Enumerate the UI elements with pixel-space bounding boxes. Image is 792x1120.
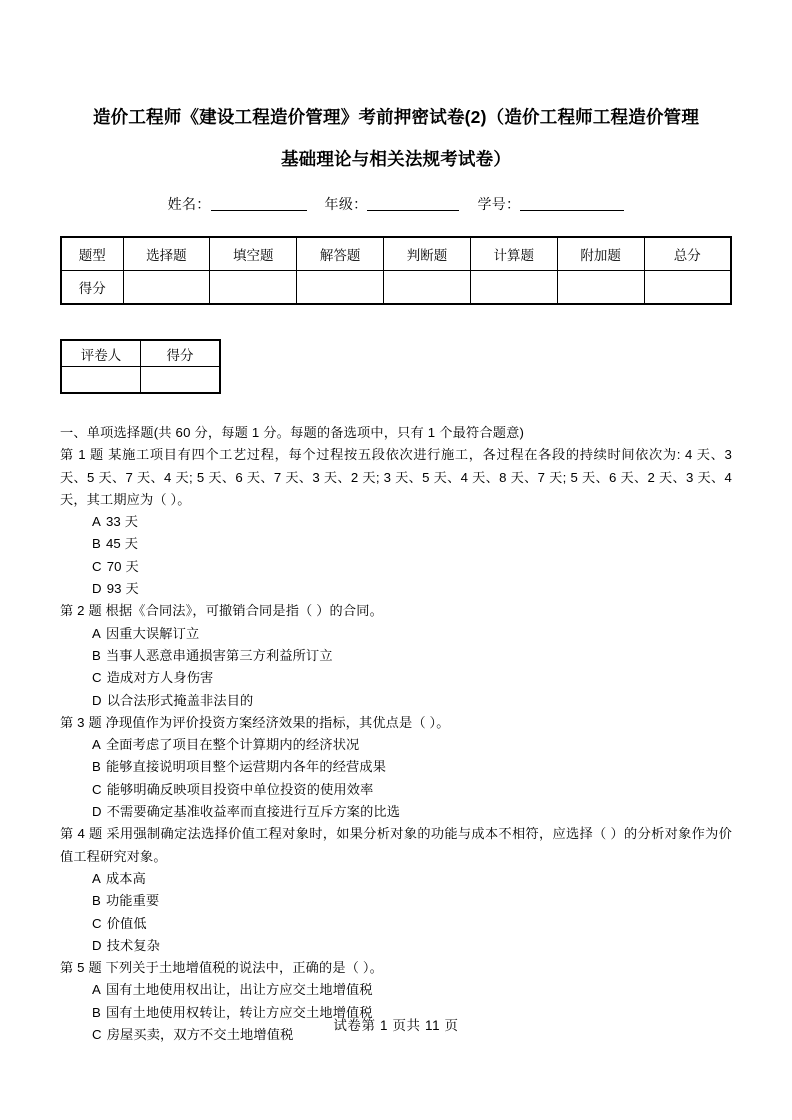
grader-table [60, 339, 221, 394]
list-item[interactable] [60, 511, 732, 533]
page-title-line-1: 造价工程师《建设工程造价管理》考前押密试卷(2)（造价工程师工程造价管理 [92, 107, 700, 127]
option-text: 能够直接说明项目整个运营期内各年的经营成果 [105, 759, 387, 775]
option-text: 当事人恶意串通损害第三方利益所订立 [105, 647, 333, 663]
option-letter: A [92, 514, 101, 530]
score-row-label: 得分 [61, 271, 123, 305]
score-header-cell: 解答题 [297, 237, 384, 271]
option-letter: A [92, 982, 101, 998]
option-text: 45 天 [105, 536, 139, 552]
option-text: 能够明确反映项目投资中单位投资的使用效率 [106, 781, 374, 797]
option-letter: A [92, 737, 101, 753]
table-row-header [61, 237, 731, 271]
score-value-cell[interactable] [470, 271, 557, 305]
score-value-cell[interactable] [557, 271, 644, 305]
option-list [60, 979, 732, 1046]
option-text: 全面考虑了项目在整个计算期内的经济状况 [105, 737, 360, 753]
score-header-cell: 附加题 [557, 237, 644, 271]
option-letter: D [92, 937, 102, 953]
option-text: 价值低 [106, 915, 147, 931]
option-text: 以合法形式掩盖非法目的 [106, 692, 254, 708]
list-item[interactable] [60, 578, 732, 600]
score-header-cell: 题型 [61, 237, 123, 271]
grader-header-cell: 得分 [141, 340, 221, 367]
option-text: 房屋买卖，双方不交土地增值税 [106, 1027, 294, 1043]
score-header-cell: 总分 [644, 237, 731, 271]
option-letter: A [92, 625, 101, 641]
score-header-cell: 判断题 [384, 237, 471, 271]
grader-value-cell[interactable] [61, 367, 141, 394]
page-title [60, 0, 732, 180]
option-text: 功能重要 [105, 893, 160, 909]
page-footer: 试卷第 1 页共 11 页 [333, 1018, 459, 1033]
option-text: 成本高 [105, 870, 146, 886]
table-row-entry [61, 367, 220, 394]
list-item[interactable] [60, 890, 732, 912]
score-header-cell: 填空题 [210, 237, 297, 271]
option-list [60, 734, 732, 823]
list-item[interactable] [60, 935, 732, 957]
option-letter: C [92, 915, 102, 931]
option-text: 不需要确定基准收益率而直接进行互斥方案的比选 [106, 804, 401, 820]
list-item[interactable] [60, 913, 732, 935]
list-item[interactable] [60, 690, 732, 712]
student-grade-label: 年级： [324, 196, 368, 212]
question-text: 第 4 题 采用强制确定法选择价值工程对象时，如果分析对象的功能与成本不相符，应选择（ ）的分析对象作为价值工程研究对象。 [60, 826, 732, 864]
option-letter: B [92, 893, 101, 909]
student-id-field [477, 196, 624, 212]
question-text: 第 2 题 根据《合同法》，可撤销合同是指（ ）的合同。 [60, 603, 383, 619]
question-text: 第 3 题 净现值作为评价投资方案经济效果的指标，其优点是（ ）。 [60, 714, 450, 730]
option-letter: A [92, 870, 101, 886]
question-block-4 [60, 823, 732, 957]
score-value-cell[interactable] [384, 271, 471, 305]
option-letter: B [92, 536, 101, 552]
section-heading: 一、单项选择题(共 60 分，每题 1 分。每题的备选项中，只有 1 个最符合题意) [60, 425, 525, 440]
option-text: 技术复杂 [106, 937, 161, 953]
student-grade-blank[interactable] [367, 210, 459, 211]
list-item[interactable] [60, 556, 732, 578]
table-row-score [61, 271, 731, 305]
option-text: 93 天 [106, 581, 139, 597]
question-block-2 [60, 600, 732, 711]
list-item[interactable] [60, 623, 732, 645]
grader-header-cell: 评卷人 [61, 340, 141, 367]
student-name-blank[interactable] [211, 210, 307, 211]
student-name-field [168, 196, 307, 212]
student-name-label: 姓名： [167, 196, 211, 212]
question-block-1 [60, 444, 732, 600]
student-grade-field [325, 196, 460, 212]
score-value-cell[interactable] [297, 271, 384, 305]
list-item[interactable] [60, 779, 732, 801]
option-text: 70 天 [106, 558, 139, 574]
score-value-cell[interactable] [210, 271, 297, 305]
option-letter: D [92, 581, 102, 597]
option-list [60, 623, 732, 712]
score-value-cell[interactable] [123, 271, 210, 305]
option-letter: B [92, 759, 101, 775]
score-header-cell: 选择题 [123, 237, 210, 271]
list-item[interactable] [60, 756, 732, 778]
option-letter: D [92, 804, 102, 820]
exam-body [60, 422, 732, 1046]
list-item[interactable] [60, 533, 732, 555]
list-item[interactable] [60, 801, 732, 823]
table-row-header [61, 340, 220, 367]
option-list [60, 868, 732, 957]
list-item[interactable] [60, 645, 732, 667]
question-text: 第 1 题 某施工项目有四个工艺过程，每个过程按五段依次进行施工，各过程在各段的持续时间依次为: 4 天、3 天、5 天、7 天、4 天; 5 天、6 天、7 天、3 天、2 天; 3 天、5 天、4 天、8 天、7 天; 5 天、6 天、2 天、3 天、4 天，其工期应为（ ）。 [60, 447, 732, 507]
question-block-3 [60, 712, 732, 823]
option-text: 国有土地使用权转让，转让方应交土地增值税 [105, 1004, 373, 1020]
option-letter: B [92, 647, 101, 663]
option-letter: D [92, 692, 102, 708]
question-text: 第 5 题 下列关于土地增值税的说法中，正确的是（ ）。 [60, 960, 383, 976]
option-letter: C [92, 670, 102, 686]
list-item[interactable] [60, 979, 732, 1001]
list-item[interactable] [60, 734, 732, 756]
student-id-blank[interactable] [520, 210, 624, 211]
list-item[interactable] [60, 667, 732, 689]
option-list [60, 511, 732, 600]
option-text: 国有土地使用权出让，出让方应交土地增值税 [105, 982, 373, 998]
option-text: 33 天 [105, 514, 139, 530]
score-summary-table [60, 236, 732, 305]
option-text: 因重大误解订立 [105, 625, 200, 641]
list-item[interactable] [60, 868, 732, 890]
page-title-line-2: 基础理论与相关法规考试卷） [280, 149, 512, 169]
student-id-label: 学号： [477, 196, 521, 212]
student-info-row [60, 194, 732, 214]
grader-value-cell[interactable] [141, 367, 221, 394]
score-header-cell: 计算题 [470, 237, 557, 271]
score-value-cell[interactable] [644, 271, 731, 305]
option-letter: C [92, 781, 102, 797]
option-letter: B [92, 1004, 101, 1020]
option-text: 造成对方人身伤害 [106, 670, 214, 686]
option-letter: C [92, 1027, 102, 1043]
option-letter: C [92, 558, 102, 574]
